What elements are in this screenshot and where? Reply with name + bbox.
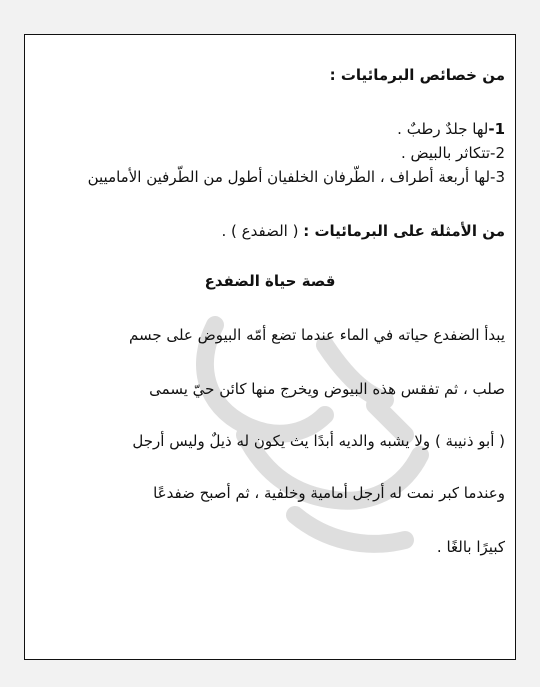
list-item-2-number: 2- xyxy=(490,144,505,162)
story-line-3: ( أبو ذنيبة ) ولا يشبه والديه أبدًا يث يكون له ذيلٌ وليس أرجل xyxy=(132,432,505,450)
list-item-2 xyxy=(401,143,505,163)
heading-examples-label: من الأمثلة على البرمائيات : xyxy=(303,222,505,240)
heading-characteristics: من خصائص البرمائيات : xyxy=(329,66,505,84)
list-item-3-text: لها أربعة أطراف ، الطّرفان الخلفيان أطول من الطّرفين الأماميين xyxy=(87,168,491,186)
story-line-1: يبدأ الضفدع حياته في الماء عندما تضع أمّه البيوض على جسم xyxy=(129,326,505,344)
story-line-2: صلب ، ثم تفقس هذه البيوض ويخرج منها كائن حيّ يسمى xyxy=(149,380,505,398)
heading-examples xyxy=(222,221,506,241)
list-item-1 xyxy=(397,119,505,139)
list-item-2-text: تتكاثر بالبيض . xyxy=(400,144,491,162)
story-title: قصة حياة الضفدع xyxy=(204,272,336,290)
list-item-3 xyxy=(88,167,505,187)
list-item-1-number: 1- xyxy=(488,120,505,138)
story-line-5: كبيرًا بالغًا . xyxy=(436,538,505,556)
list-item-3-number: 3- xyxy=(490,168,505,186)
list-item-1-text: لها جلدٌ رطبٌ . xyxy=(397,120,489,138)
heading-examples-value: ( الضفدع ) . xyxy=(221,222,299,240)
document-page xyxy=(24,34,516,660)
story-line-4: وعندما كبر نمت له أرجل أمامية وخلفية ، ثم أصبح ضفدعًا xyxy=(153,484,505,502)
